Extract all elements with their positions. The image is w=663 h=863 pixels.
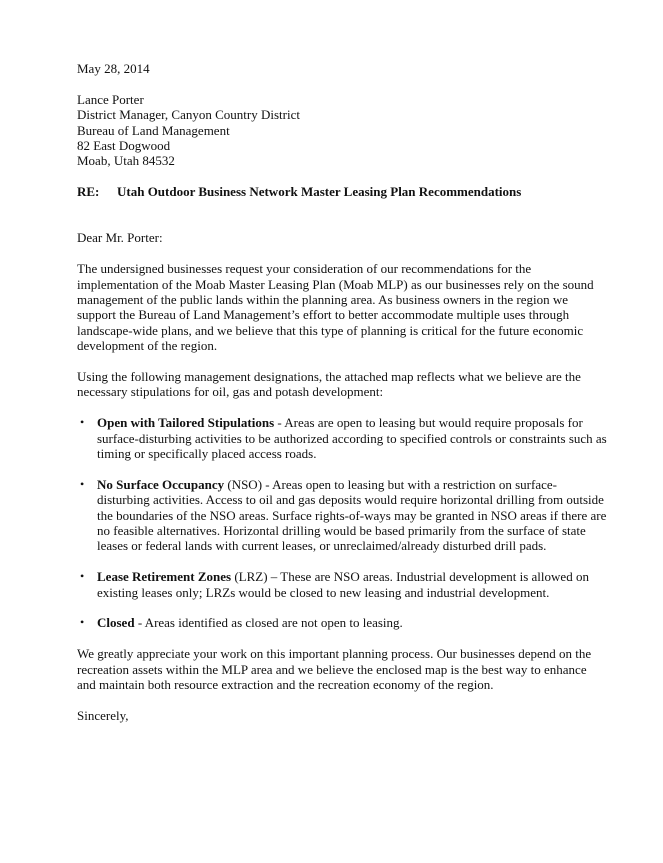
subject-text: Utah Outdoor Business Network Master Leasing Plan Recommendations [117,184,522,200]
list-item-lrz [77,569,607,600]
recipient-title: District Manager, Canyon Country District [77,107,300,123]
bullet-icon: • [80,415,85,430]
bullet-icon: • [80,476,85,491]
list-item-text [97,569,607,600]
list-item-closed [77,615,607,630]
list-item-open-tailored [77,415,607,461]
list-item-body: (LRZ) – These are NSO areas. Industrial development is allowed on existing leases only; LRZs would be closed to new leasing and industrial development. [97,569,589,600]
list-item-term: Closed [97,615,135,631]
subject-label: RE: [77,184,100,200]
list-item-term: Open with Tailored Stipulations [97,415,275,431]
list-item-text [97,415,607,461]
subject-line [77,184,607,199]
letter-date: May 28, 2014 [77,61,150,76]
list-item-term: Lease Retirement Zones [97,569,232,585]
paragraph-closing: We greatly appreciate your work on this important planning process. Our businesses depend on the recreation assets within the MLP area and we believe the enclosed map is the best way to enhance and maintain both resource extraction and the recreation economy of the region. [77,646,592,693]
list-item-body: - Areas are open to leasing but would require proposals for surface-disturbing activities to be authorized according to specified controls or constraints such as timing or specifically placed access roads. [97,415,607,462]
paragraph-designations: Using the following management designations, the attached map reflects what we believe are the necessary stipulations for oil, gas and potash development: [77,369,581,400]
list-item-nso [77,477,607,554]
bullet-icon: • [80,615,85,630]
recipient-address [77,92,607,169]
recipient-organization: Bureau of Land Management [77,122,230,138]
recipient-city: Moab, Utah 84532 [77,153,175,169]
bullet-icon: • [80,569,85,584]
signoff: Sincerely, [77,707,129,723]
list-item-body: - Areas identified as closed are not open to leasing. [134,615,403,631]
recipient-name: Lance Porter [77,91,144,107]
list-item-body: (NSO) - Areas open to leasing but with a restriction on surface-disturbing activities. Access to oil and gas deposits would require horizontal drilling from outside the boundaries of the NSO areas. Surface rights-of-ways may be granted in NSO areas if there are no feasible alternatives. Horizontal drilling would be based primarily from the surface of state leases or federal lands with current leases, or unreclaimed/already disturbed drill pads. [97,476,607,554]
list-item-text [97,615,607,630]
recipient-street: 82 East Dogwood [77,138,171,154]
list-item-term: No Surface Occupancy [97,476,225,492]
paragraph-intro: The undersigned businesses request your consideration of our recommendations for the implementation of the Moab Master Leasing Plan (Moab MLP) as our businesses rely on the sound management of the public lands within the planning area. As business owners in the region we support the Bureau of Land Management’s effort to better accommodate multiple uses through landscape-wide plans, and we believe that this type of planning is critical for the future economic development of the region. [77,261,594,354]
list-item-text [97,477,607,554]
salutation: Dear Mr. Porter: [77,230,163,246]
